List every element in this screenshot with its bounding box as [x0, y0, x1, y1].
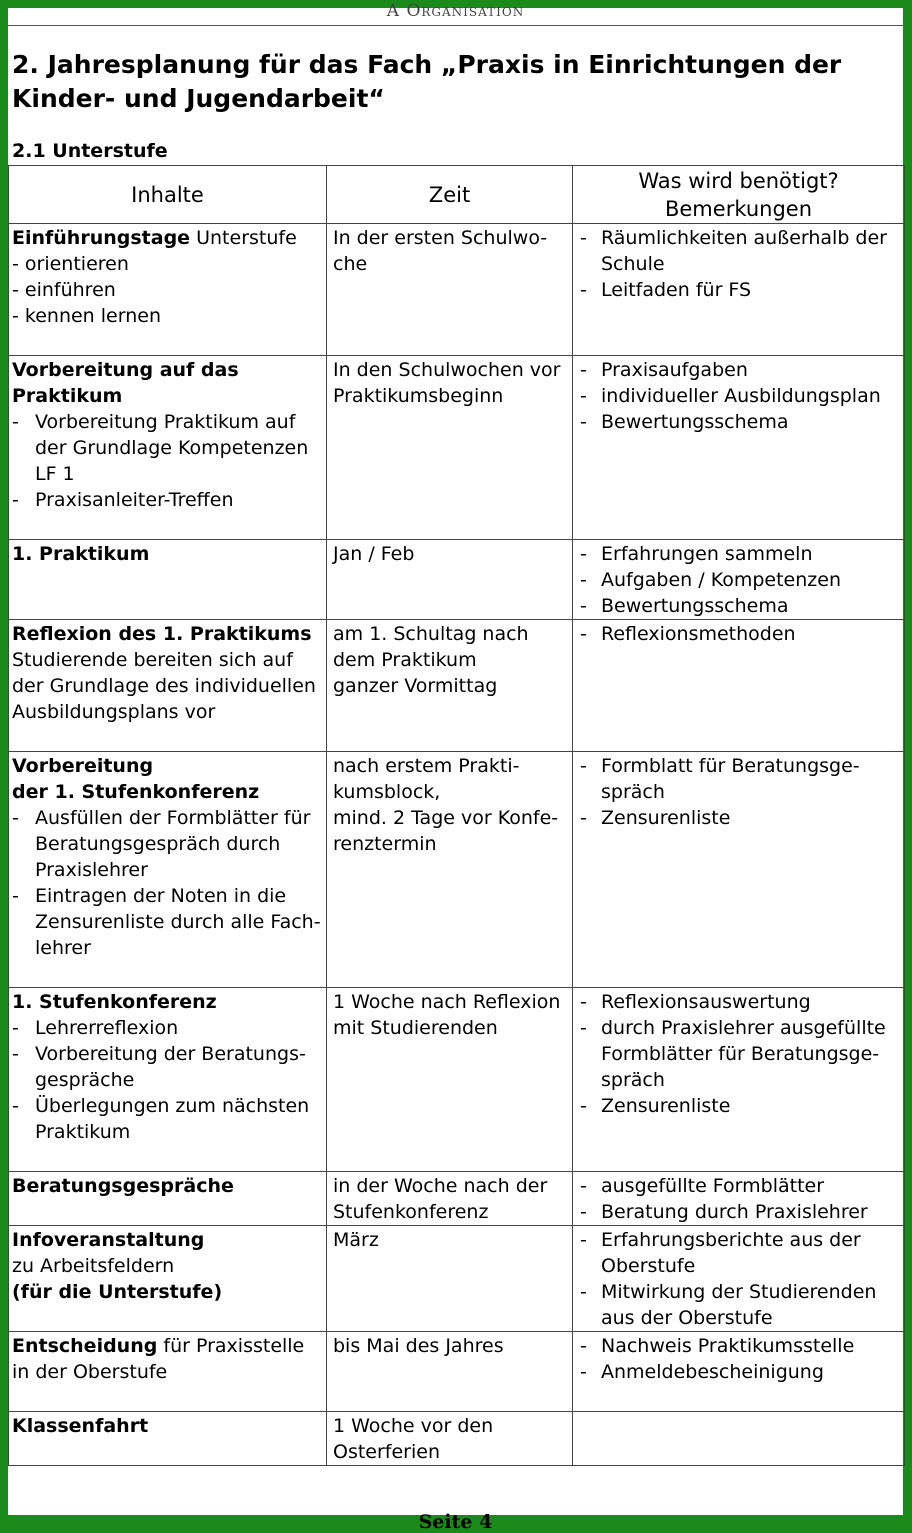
cell-zeit [327, 988, 573, 1172]
cell-zeit [327, 224, 573, 356]
list-item: - Aufgaben / Kompetenzen [580, 567, 900, 593]
cell-inhalte [9, 752, 327, 988]
cell-zeit-line: Stufenkonferenz [333, 1201, 489, 1223]
list-item: - Mitwirkung der Studierenden aus der Oberstufe [580, 1279, 900, 1331]
cell-inhalte-bold: 1. Praktikum [12, 543, 150, 565]
cell-inhalte-rest: Unterstufe [190, 227, 297, 249]
cell-benoetigt [573, 988, 905, 1172]
cell-zeit-line: Praktikumsbeginn [333, 385, 504, 407]
cell-inhalte-bold: Klassenfahrt [12, 1415, 149, 1437]
cell-zeit [327, 1172, 573, 1226]
list-item: - durch Praxislehrer ausgefüllte Formblätter für Beratungsge-spräch [580, 1015, 900, 1093]
cell-inhalte [9, 988, 327, 1172]
list-item: - Überlegungen zum nächsten Praktikum [12, 1093, 322, 1145]
cell-zeit-line: mind. 2 Tage vor Konfe- [333, 807, 559, 829]
cell-inhalte-line: der Grundlage des individuellen [12, 675, 316, 697]
cell-inhalte [9, 1332, 327, 1412]
document-title: 2. Jahresplanung für das Fach „Praxis in Einrichtungen der Kinder- und Jugendarbeit“ [12, 50, 842, 113]
list-item: - Vorbereitung der Beratungs-gespräche [12, 1041, 322, 1093]
cell-inhalte-bold: Einführungstage [12, 227, 191, 249]
cell-inhalte [9, 356, 327, 540]
list-item: - individueller Ausbildungsplan [580, 383, 900, 409]
list-item: - Vorbereitung Praktikum auf der Grundlage Kompetenzen LF 1 [12, 409, 322, 487]
cell-inhalte [9, 1412, 327, 1466]
header-benoetigt [573, 166, 905, 224]
cell-inhalte-bold: Praktikum [12, 385, 123, 407]
table-row [9, 620, 905, 752]
cell-inhalte [9, 224, 327, 356]
cell-zeit-line: März [333, 1229, 379, 1251]
cell-zeit-line: In den Schulwochen vor [333, 359, 561, 381]
cell-zeit-line: che [333, 253, 368, 275]
header-bemerkungen-line2: Bemerkungen [664, 196, 813, 221]
table-row [9, 224, 905, 356]
cell-benoetigt [573, 356, 905, 540]
cell-inhalte [9, 1172, 327, 1226]
table-row [9, 988, 905, 1172]
cell-inhalte-line: - einführen [12, 279, 116, 301]
table-row [9, 752, 905, 988]
cell-inhalte-bold: Vorbereitung auf das [12, 359, 239, 381]
list-item: - Eintragen der Noten in die Zensurenliste durch alle Fach-lehrer [12, 883, 322, 961]
header-inhalte: Inhalte [9, 166, 327, 224]
list-item: - Erfahrungen sammeln [580, 541, 900, 567]
cell-zeit-line: 1 Woche vor den [333, 1415, 494, 1437]
list-item: - Praxisaufgaben [580, 357, 900, 383]
cell-benoetigt [573, 620, 905, 752]
cell-inhalte-bold: (für die Unterstufe) [12, 1281, 223, 1303]
list-item: - Beratung durch Praxislehrer [580, 1199, 900, 1225]
cell-benoetigt [573, 1226, 905, 1332]
cell-inhalte-line: Ausbildungsplans vor [12, 701, 216, 723]
list-item: - Formblatt für Beratungsge-spräch [580, 753, 900, 805]
header-zeit: Zeit [327, 166, 573, 224]
table-row [9, 1412, 905, 1466]
cell-inhalte-bold: 1. Stufenkonferenz [12, 991, 217, 1013]
list-item: - Erfahrungsberichte aus der Oberstufe [580, 1227, 900, 1279]
cell-inhalte-bold: Reflexion des 1. Praktikums [12, 623, 312, 645]
section-subtitle: 2.1 Unterstufe [12, 140, 168, 162]
cell-inhalte-line: - kennen lernen [12, 305, 161, 327]
list-item: - ausgefüllte Formblätter [580, 1173, 900, 1199]
cell-benoetigt [573, 752, 905, 988]
cell-zeit-line: dem Praktikum [333, 649, 477, 671]
cell-zeit-line: in der Woche nach der [333, 1175, 548, 1197]
table-row [9, 1332, 905, 1412]
cell-zeit-line: Osterferien [333, 1441, 441, 1463]
list-item: - Lehrerreflexion [12, 1015, 322, 1041]
cell-inhalte-line: zu Arbeitsfeldern [12, 1255, 175, 1277]
list-item: - Zensurenliste [580, 805, 900, 831]
cell-inhalte [9, 1226, 327, 1332]
list-item: - Bewertungsschema [580, 593, 900, 619]
cell-zeit-line: 1 Woche nach Reflexion [333, 991, 561, 1013]
document-page [8, 1, 903, 1533]
cell-zeit-line: renztermin [333, 833, 437, 855]
cell-benoetigt [573, 1332, 905, 1412]
cell-zeit [327, 1226, 573, 1332]
list-item: - Leitfaden für FS [580, 277, 900, 303]
running-head: A Organisation [386, 1, 525, 21]
cell-benoetigt [573, 224, 905, 356]
cell-inhalte-bold: Entscheidung [12, 1335, 158, 1357]
cell-inhalte [9, 620, 327, 752]
cell-zeit-line: nach erstem Prakti- [333, 755, 520, 777]
cell-zeit [327, 620, 573, 752]
cell-zeit [327, 1332, 573, 1412]
cell-zeit-line: kumsblock, [333, 781, 441, 803]
cell-inhalte-bold: Infoveranstaltung [12, 1229, 205, 1251]
cell-inhalte-line: Studierende bereiten sich auf [12, 649, 293, 671]
list-item: - Räumlichkeiten außerhalb der Schule [580, 225, 900, 277]
list-item: - Anmeldebescheinigung [580, 1359, 900, 1385]
cell-benoetigt [573, 1172, 905, 1226]
cell-zeit [327, 752, 573, 988]
list-item: - Bewertungsschema [580, 409, 900, 435]
table-row [9, 1172, 905, 1226]
list-item: - Nachweis Praktikumsstelle [580, 1333, 900, 1359]
cell-zeit-line: In der ersten Schulwo- [333, 227, 548, 249]
list-item: - Reflexionsmethoden [580, 621, 900, 647]
table-row [9, 356, 905, 540]
table-row [9, 540, 905, 620]
cell-zeit-line: am 1. Schultag nach [333, 623, 529, 645]
cell-zeit-line: ganzer Vormittag [333, 675, 498, 697]
cell-zeit-line: Jan / Feb [333, 543, 415, 565]
cell-benoetigt [573, 540, 905, 620]
table-row [9, 1226, 905, 1332]
cell-inhalte-bold: Beratungsgespräche [12, 1175, 234, 1197]
list-item: - Zensurenliste [580, 1093, 900, 1119]
header-benoetigt-line1: Was wird benötigt? [638, 168, 839, 193]
cell-zeit [327, 356, 573, 540]
list-item: - Ausfüllen der Formblätter für Beratungsgespräch durch Praxislehrer [12, 805, 322, 883]
cell-inhalte-bold: der 1. Stufenkonferenz [12, 781, 260, 803]
cell-zeit [327, 540, 573, 620]
cell-inhalte [9, 540, 327, 620]
planning-table [8, 165, 905, 1466]
cell-zeit-line: mit Studierenden [333, 1017, 498, 1039]
cell-inhalte-line: in der Oberstufe [12, 1361, 168, 1383]
page-number: Seite 4 [418, 1511, 493, 1533]
header-rule [8, 25, 903, 26]
table-header-row [9, 166, 905, 224]
cell-inhalte-line: - orientieren [12, 253, 129, 275]
cell-benoetigt [573, 1412, 905, 1466]
list-item: - Praxisanleiter-Treffen [12, 487, 322, 513]
cell-inhalte-bold: Vorbereitung [12, 755, 154, 777]
cell-inhalte-rest: für Praxisstelle [157, 1335, 305, 1357]
cell-zeit-line: bis Mai des Jahres [333, 1335, 504, 1357]
cell-zeit [327, 1412, 573, 1466]
list-item: - Reflexionsauswertung [580, 989, 900, 1015]
